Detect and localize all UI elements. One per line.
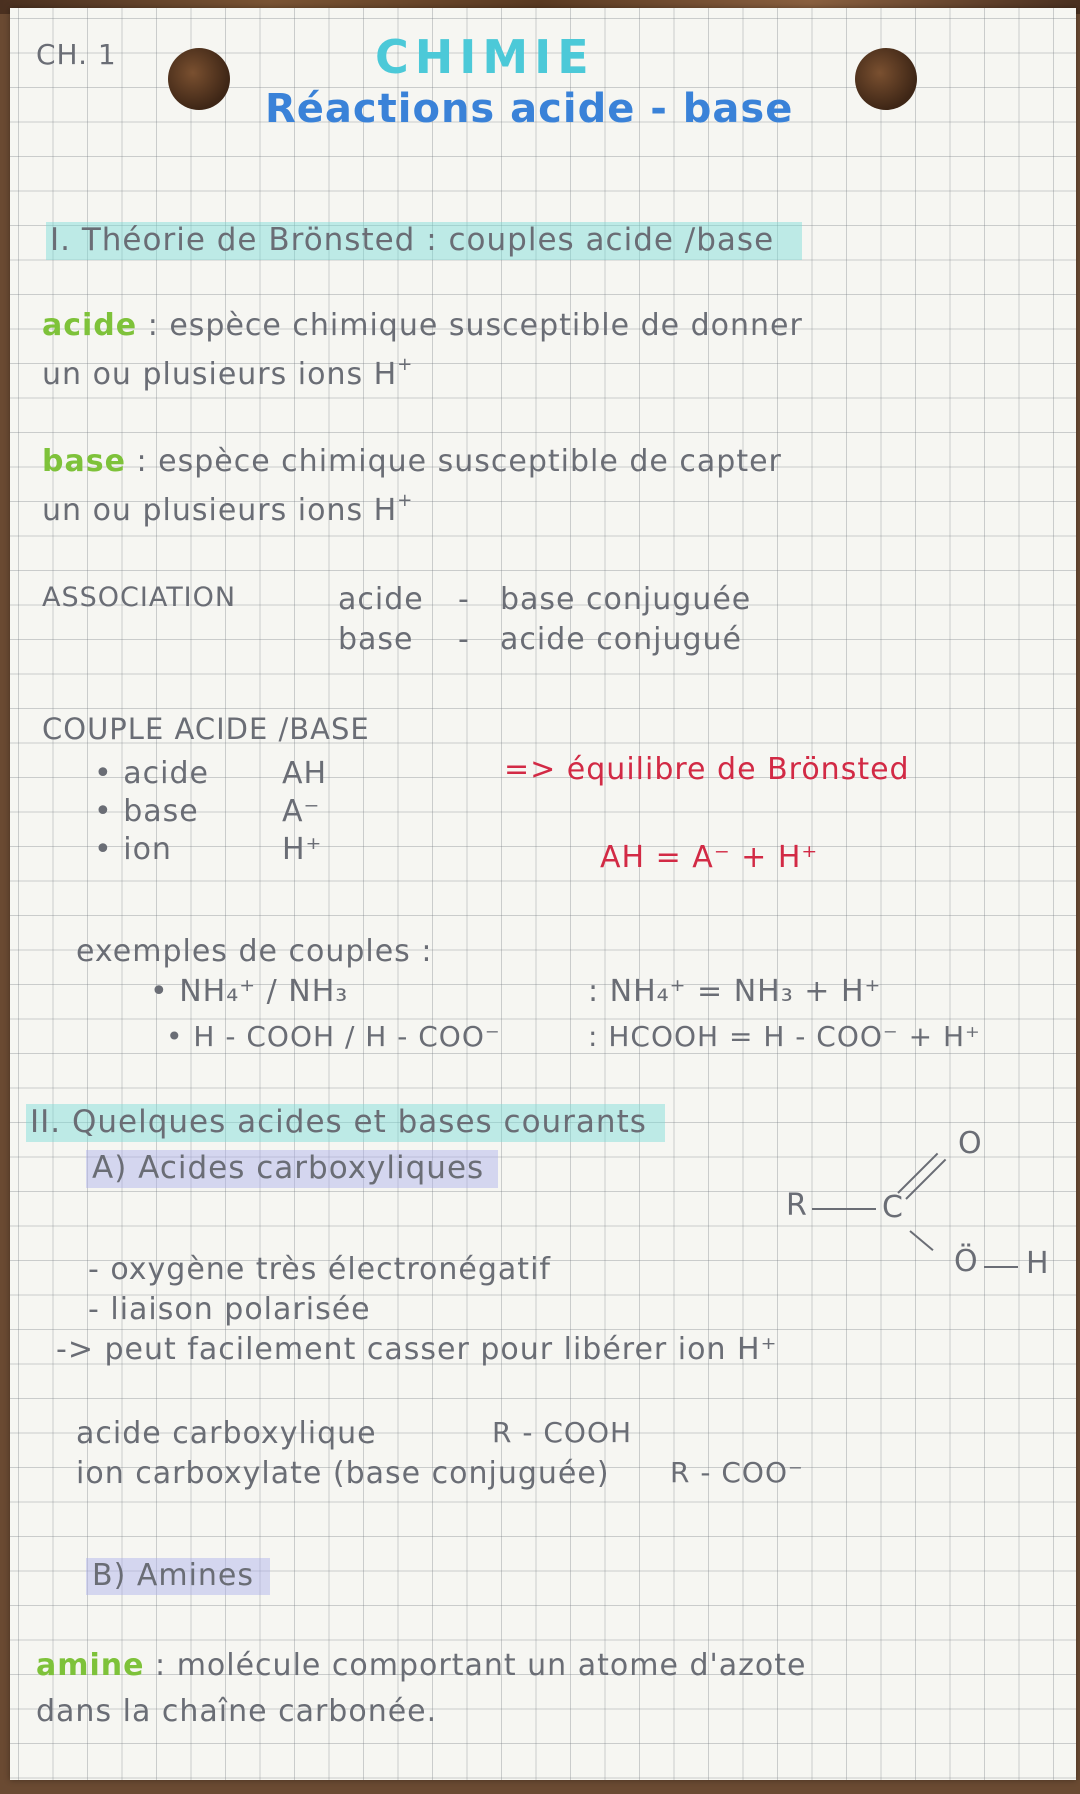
binder-hole-left: [168, 48, 230, 110]
association-row: acide: [338, 582, 424, 617]
association-dash: -: [458, 622, 470, 657]
association-label: ASSOCIATION: [42, 582, 237, 613]
example-couple: • H - COOH / H - COO⁻: [166, 1020, 501, 1053]
acide-carboxylique-formula: R - COOH: [492, 1416, 633, 1449]
structure-r: R: [786, 1188, 808, 1223]
subsection-b-heading: B) Amines: [86, 1558, 270, 1595]
amine-definition-line-1: amine : molécule comportant un atome d'azote: [36, 1648, 807, 1683]
couple-label: • acide: [94, 756, 209, 791]
couple-heading: COUPLE ACIDE /BASE: [42, 712, 370, 746]
equilibre-equation: AH = A⁻ + H⁺: [600, 840, 819, 875]
ion-carboxylate-label: ion carboxylate (base conjuguée): [76, 1456, 610, 1491]
bond-c-o: [909, 1230, 933, 1251]
section-1-heading: I. Théorie de Brönsted : couples acide /base: [46, 222, 802, 260]
couple-formula: A⁻: [282, 794, 321, 829]
couple-label: • base: [94, 794, 199, 829]
structure-h: H: [1026, 1246, 1050, 1281]
structure-o-top: O: [958, 1126, 983, 1161]
subject-title: CHIMIE: [375, 30, 595, 84]
amine-term: amine: [36, 1648, 145, 1683]
notebook-page: [10, 8, 1076, 1780]
ion-carboxylate-formula: R - COO⁻: [670, 1456, 804, 1489]
structure-c: C: [882, 1190, 904, 1225]
acide-carboxylique-label: acide carboxylique: [76, 1416, 377, 1451]
bullet-item: - liaison polarisée: [88, 1292, 371, 1327]
example-equation: : HCOOH = H - COO⁻ + H⁺: [588, 1020, 981, 1053]
acide-term: acide: [42, 308, 138, 343]
page-title: Réactions acide - base: [265, 86, 794, 132]
acide-definition-line-2: un ou plusieurs ions H+: [42, 354, 414, 392]
example-equation: : NH₄⁺ = NH₃ + H⁺: [588, 974, 882, 1009]
binder-hole-right: [855, 48, 917, 110]
chapter-label: CH. 1: [36, 38, 117, 71]
equilibre-label: => équilibre de Brönsted: [504, 752, 910, 787]
bullet-item: -> peut facilement casser pour libérer ion H⁺: [56, 1332, 778, 1367]
base-definition-line-2: un ou plusieurs ions H+: [42, 490, 414, 528]
association-conjugate: acide conjugué: [500, 622, 742, 657]
examples-heading: exemples de couples :: [76, 934, 433, 969]
structure-o-bottom: Ö: [954, 1244, 979, 1279]
bond-r-c: [812, 1208, 876, 1210]
base-term: base: [42, 444, 126, 479]
bullet-item: - oxygène très électronégatif: [88, 1252, 551, 1287]
association-dash: -: [458, 582, 470, 617]
section-2-heading: II. Quelques acides et bases courants: [26, 1104, 665, 1142]
couple-formula: H⁺: [282, 832, 323, 867]
example-couple: • NH₄⁺ / NH₃: [150, 974, 349, 1009]
bond-o-h: [984, 1266, 1018, 1268]
couple-label: • ion: [94, 832, 172, 867]
association-conjugate: base conjuguée: [500, 582, 752, 617]
amine-definition-line-2: dans la chaîne carbonée.: [36, 1694, 438, 1729]
base-definition-line-1: base : espèce chimique susceptible de capter: [42, 444, 782, 479]
couple-formula: AH: [282, 756, 328, 791]
association-row: base: [338, 622, 414, 657]
subsection-a-heading: A) Acides carboxyliques: [86, 1150, 498, 1188]
acide-definition-line-1: acide : espèce chimique susceptible de donner: [42, 308, 803, 343]
